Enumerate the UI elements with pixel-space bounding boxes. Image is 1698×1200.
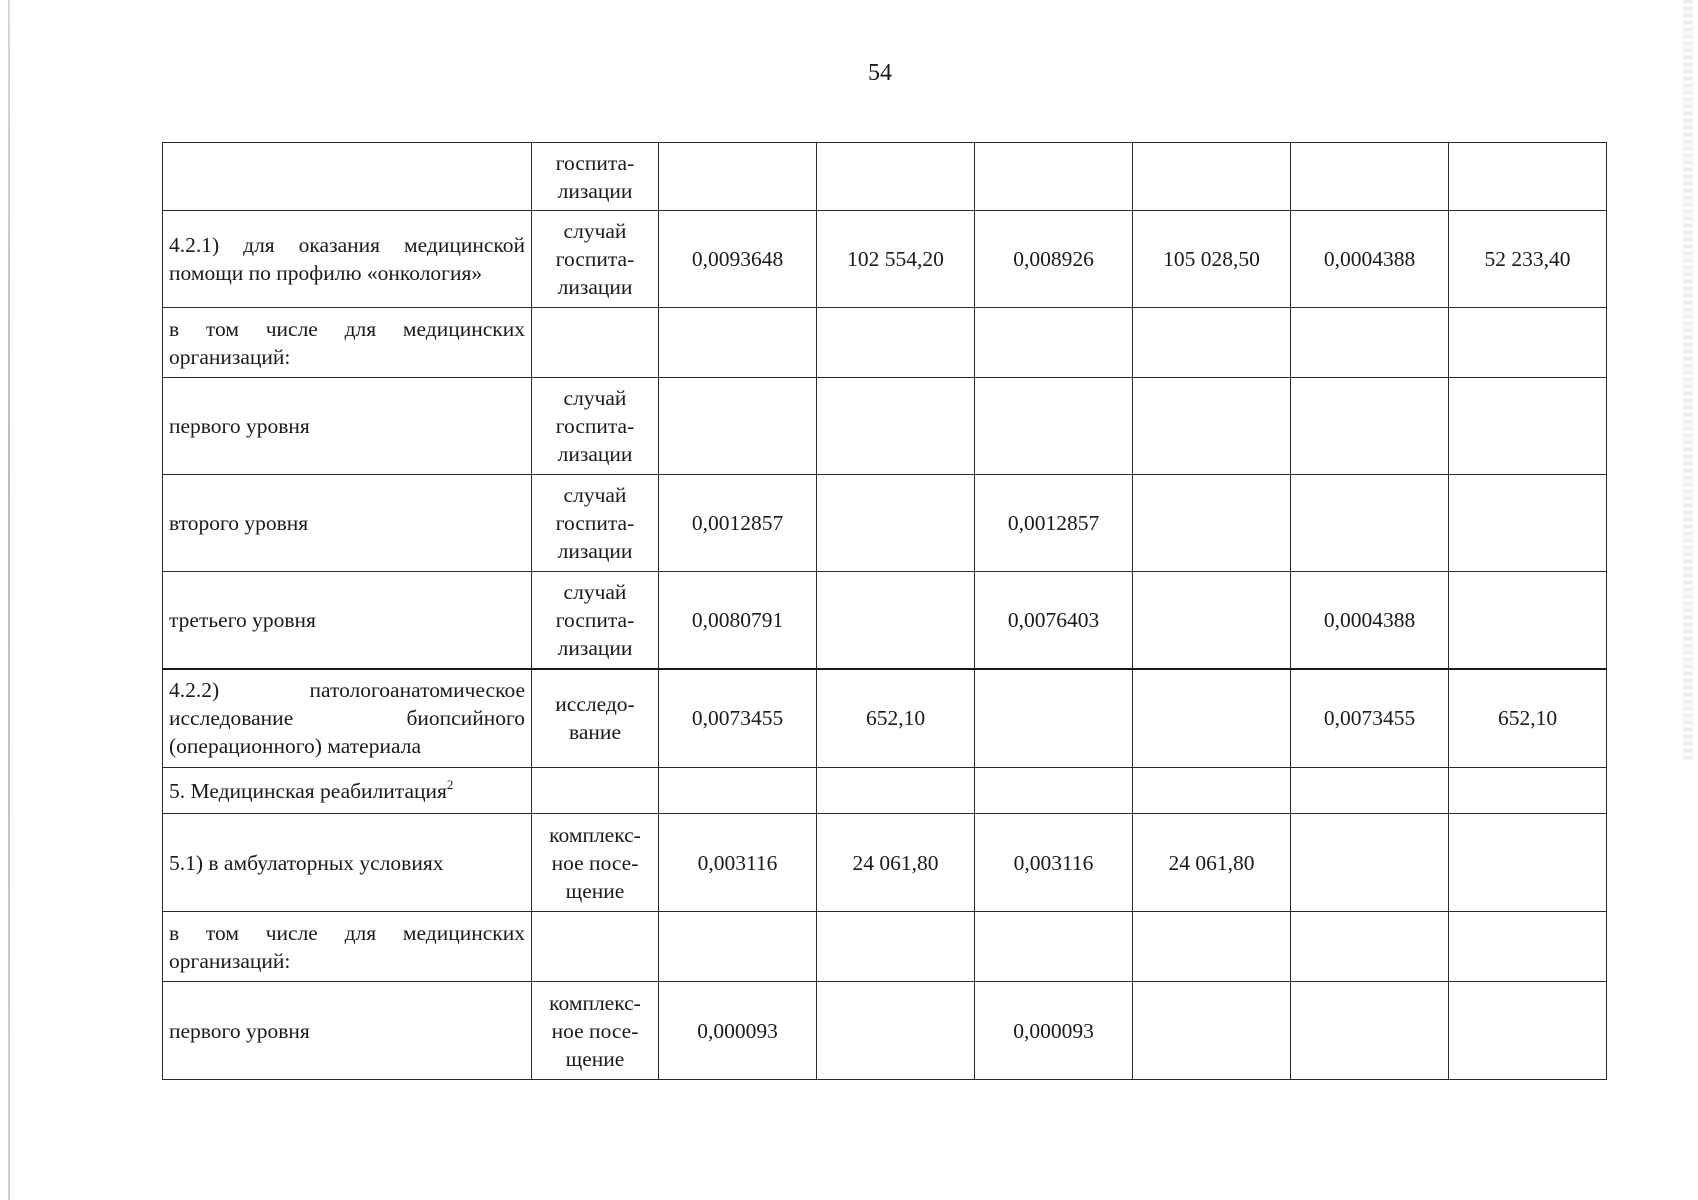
value-cell [1291,814,1449,912]
value-cell: 0,0004388 [1291,572,1449,669]
value-cell [659,768,817,814]
value-cell [1133,982,1291,1080]
value-cell [1291,475,1449,572]
value-cell: 105 028,50 [1133,211,1291,308]
value-cell [817,982,975,1080]
value-cell [1133,378,1291,475]
table-row [163,308,1607,378]
value-cell [1133,475,1291,572]
value-cell: 0,008926 [975,211,1133,308]
value-cell: 0,000093 [975,982,1133,1080]
value-cell [1449,814,1607,912]
page-number: 54 [868,60,892,86]
value-cell [659,912,817,982]
table-row [163,378,1607,475]
row-name: в том числе для медицинских организаций: [163,912,532,982]
value-cell [1449,912,1607,982]
value-cell [975,912,1133,982]
value-cell [1449,143,1607,211]
table-row [163,982,1607,1080]
value-cell: 0,0012857 [975,475,1133,572]
value-cell: 0,0073455 [1291,669,1449,768]
row-unit: комплекс- ное посе- щение [532,982,659,1080]
value-cell: 652,10 [1449,669,1607,768]
value-cell [1449,308,1607,378]
row-unit: случай госпита- лизации [532,475,659,572]
value-cell: 652,10 [817,669,975,768]
row-unit: госпита- лизации [532,143,659,211]
value-cell: 102 554,20 [817,211,975,308]
row-name: в том числе для медицинских организаций: [163,308,532,378]
value-cell: 0,0093648 [659,211,817,308]
value-cell [659,143,817,211]
value-cell [1291,768,1449,814]
value-cell: 0,0076403 [975,572,1133,669]
row-unit: случай госпита- лизации [532,378,659,475]
value-cell [1449,378,1607,475]
footnote-mark: 2 [446,776,454,792]
value-cell: 0,000093 [659,982,817,1080]
row-name-text: 5. Медицинская реабилитация [169,778,447,803]
value-cell [1291,143,1449,211]
row-name: первого уровня [163,378,532,475]
row-name [163,768,532,814]
row-name: второго уровня [163,475,532,572]
value-cell [975,308,1133,378]
value-cell [1449,768,1607,814]
row-unit: случай госпита- лизации [532,211,659,308]
value-cell [817,768,975,814]
scan-edge [1683,0,1693,760]
row-name: первого уровня [163,982,532,1080]
value-cell [1133,768,1291,814]
row-name: 4.2.1) для оказания медицинской помощи по профилю «онкология» [163,211,532,308]
row-unit [532,768,659,814]
table-row [163,669,1607,768]
value-cell: 24 061,80 [817,814,975,912]
row-unit [532,912,659,982]
value-cell [1291,308,1449,378]
value-cell [817,475,975,572]
value-cell [1449,572,1607,669]
table-row [163,814,1607,912]
value-cell [1449,982,1607,1080]
row-name: 5.1) в амбулаторных условиях [163,814,532,912]
value-cell [659,378,817,475]
value-cell [975,768,1133,814]
value-cell [1449,475,1607,572]
scan-edge [8,0,10,1200]
table-row [163,143,1607,211]
value-cell [817,912,975,982]
table-row [163,475,1607,572]
table-row [163,768,1607,814]
row-unit [532,308,659,378]
value-cell [975,143,1133,211]
value-cell: 0,0080791 [659,572,817,669]
row-unit: комплекс- ное посе- щение [532,814,659,912]
value-cell [1133,308,1291,378]
value-cell [1133,912,1291,982]
value-cell [1133,572,1291,669]
data-table [162,142,1607,1080]
table-row [163,211,1607,308]
value-cell [1133,143,1291,211]
value-cell [1291,912,1449,982]
value-cell [1291,378,1449,475]
value-cell: 0,0012857 [659,475,817,572]
value-cell: 0,003116 [975,814,1133,912]
row-name: 4.2.2) патологоанатомическое исследование биопсийного (операционного) материала [163,669,532,768]
value-cell [817,143,975,211]
value-cell: 52 233,40 [1449,211,1607,308]
row-unit: случай госпита- лизации [532,572,659,669]
value-cell [1291,982,1449,1080]
row-name: третьего уровня [163,572,532,669]
row-name [163,143,532,211]
value-cell: 24 061,80 [1133,814,1291,912]
value-cell [1133,669,1291,768]
value-cell [975,669,1133,768]
row-unit: исследо- вание [532,669,659,768]
value-cell [659,308,817,378]
value-cell [975,378,1133,475]
value-cell: 0,0073455 [659,669,817,768]
value-cell [817,308,975,378]
table-row [163,912,1607,982]
value-cell [817,572,975,669]
value-cell: 0,003116 [659,814,817,912]
value-cell: 0,0004388 [1291,211,1449,308]
table-row [163,572,1607,669]
value-cell [817,378,975,475]
